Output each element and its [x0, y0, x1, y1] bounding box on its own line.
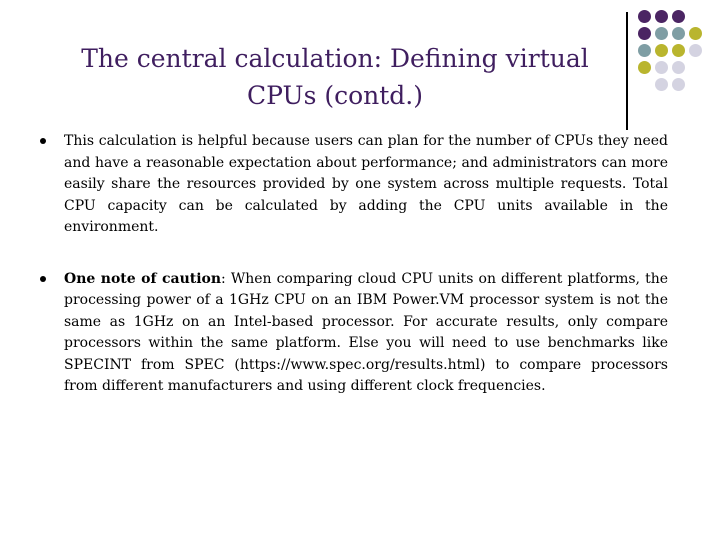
decorative-dot: [672, 61, 685, 74]
decorative-dot: [655, 10, 668, 23]
bullet-item: [40, 131, 668, 239]
decorative-dot: [638, 27, 651, 40]
decorative-dot: [655, 61, 668, 74]
bullet-lead: One note of caution: [64, 270, 222, 287]
decorative-dot: [689, 44, 702, 57]
decorative-dot: [655, 44, 668, 57]
bullet-item: [40, 269, 668, 398]
decorative-dot: [672, 78, 685, 91]
decorative-divider: [626, 12, 628, 130]
title-line-2: CPUs (contd.): [246, 81, 423, 110]
decorative-dot: [689, 27, 702, 40]
bullet-icon: [40, 276, 46, 282]
decorative-dot: [638, 44, 651, 57]
bullet-body: This calculation is helpful because users can plan for the number of CPUs they need and have a reasonable expectation about performance; and administrators can more easily share the resources provided by one system across multiple requests. Total CPU capacity can be calculated by adding the CPU units available in the environment.: [64, 133, 668, 235]
decorative-dot: [672, 10, 685, 23]
decorative-dot: [655, 27, 668, 40]
decorative-dot: [655, 78, 668, 91]
bullet-text: [64, 269, 668, 398]
bullet-text: [64, 131, 668, 239]
decorative-dot: [672, 27, 685, 40]
bullet-icon: [40, 138, 46, 144]
slide-title: [40, 40, 630, 114]
decorative-dot: [672, 44, 685, 57]
decorative-dot: [638, 61, 651, 74]
bullet-list: [40, 131, 668, 428]
bullet-body: : When comparing cloud CPU units on different platforms, the processing power of a 1GHz CPU on an IBM Power.VM processor system is not the same as 1GHz on an Intel-based processor. For accurate results, only compare processors within the same platform. Else you will need to use benchmarks like SPECINT from SPEC (https://www.spec.org/results.html) to compare processors from different manufacturers and using different clock frequencies.: [64, 270, 668, 394]
decorative-dot: [638, 10, 651, 23]
decorative-dot-grid: [638, 10, 720, 122]
title-line-1: The central calculation: Defining virtual: [81, 44, 589, 73]
